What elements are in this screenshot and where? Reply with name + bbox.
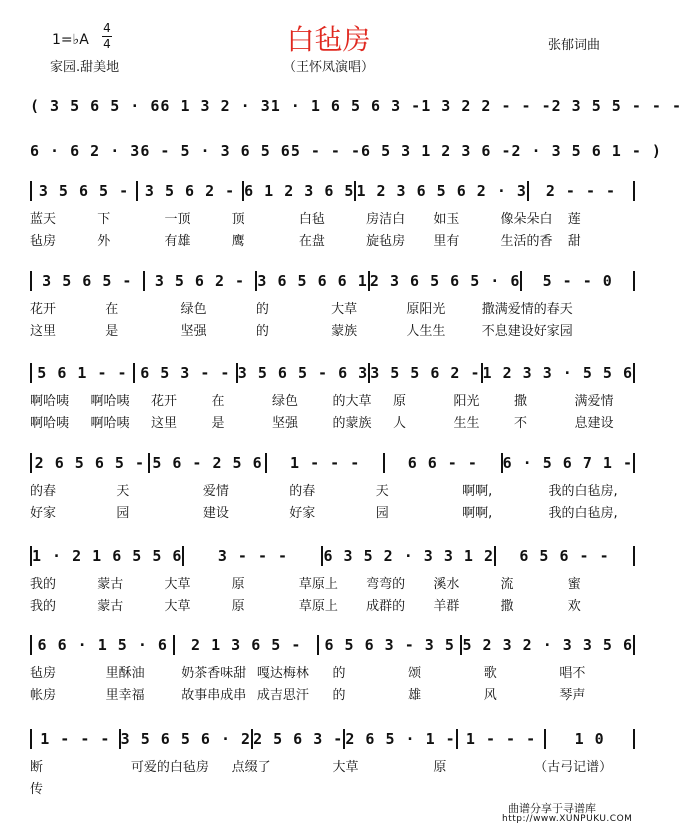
measure: 6 5 6 - - [519,547,610,565]
lyric-word: 息建设 [574,416,614,431]
measure: 3 5 6 5 - [42,272,133,290]
lyric-word: 下 [97,212,111,227]
measure: 3 - - - [217,547,289,565]
lyric-word: 的 [332,688,346,703]
lyric-line [30,780,635,800]
lyric-word: 点缀了 [231,760,271,775]
lyric-word: 爱情 [202,484,229,499]
lyric-word: 撒满爱情的春 [481,302,560,317]
measure: 5 6 1 - - [37,364,128,382]
lyric-word: 生生 [453,416,480,431]
lyric-word: 啊啊, [462,484,493,499]
time-top: 4 [103,21,111,35]
time-signature [102,22,112,51]
measure: 6 5 3 1 2 3 6 - [361,142,512,160]
lyric-word: 啊哈咦 [30,394,70,409]
singer-credit: （王怀凤演唱） [282,60,374,75]
lyric-word: 撒 [500,599,514,614]
notation-row [30,362,635,384]
lyric-word: 甜 [567,234,581,249]
lyric-word: 成群的 [366,599,406,614]
lyric-word: 顶 [231,212,245,227]
lyric-word: 旋毡房 [366,234,406,249]
lyric-word: 我的 [30,599,57,614]
lyric-word: 原 [231,599,245,614]
lyric-word: 人 [393,416,407,431]
lyric-word: 园 [559,324,573,339]
lyric-word: 啊哈咦 [90,416,130,431]
notation-row [30,140,662,162]
lyric-word: 草原上 [298,577,338,592]
lyric-word: 撒 [514,394,528,409]
lyric-word: 白毡 [298,212,325,227]
lyric-word: 雄 [408,688,422,703]
lyric-word: 在 [105,302,119,317]
lyric-word: 天 [559,302,573,317]
measure: 6 5 6 3 - 3 5 [324,636,455,654]
lyric-word: 风 [483,688,497,703]
style-marking: 家园.甜美地 [50,60,120,75]
measure: 2 1 3 6 5 - [191,636,302,654]
measure: 3 5 6 2 - [154,272,246,290]
lyric-word: 里有 [433,234,460,249]
lyric-word: 毡房 [30,666,57,681]
lyric-word: 草原上 [298,599,338,614]
lyric-word: 蜜 [567,577,581,592]
lyric-word: 天 [116,484,130,499]
lyric-word: 的春 [30,484,57,499]
lyric-line [30,482,635,502]
notation-row [30,634,635,656]
lyric-word: 不 [514,416,528,431]
lyric-line [30,322,635,342]
footer-text: 曲谱分享于寻谱库 [508,802,596,815]
barline [633,453,635,473]
measure: 1 2 3 3 · 5 5 6 [482,364,633,382]
lyric-word: 毡房 [30,234,57,249]
barline [633,271,635,291]
measure: 5 2 3 2 · 3 3 5 6 [462,636,633,654]
lyric-word: 大草 [331,302,358,317]
lyric-word: 的春 [289,484,316,499]
measure: 3 5 6 2 - [144,182,236,200]
measure: 1 - - - [290,454,361,472]
notation-row [30,728,635,750]
lyric-word: 蓝天 [30,212,57,227]
lyric-word: 花开 [30,302,57,317]
time-bottom: 4 [103,37,111,51]
lyric-line [30,232,635,252]
lyric-word: 的蒙族 [332,416,372,431]
lyric-word: 原 [433,760,447,775]
key-signature: 1=♭A [52,32,89,48]
measure: 2 - - - [545,182,617,200]
lyric-word: 房洁白 [366,212,406,227]
measure: 1 0 [574,730,605,748]
lyric-word: 绿色 [180,302,207,317]
lyric-word: 大草 [164,599,191,614]
measure: 1 2 3 6 5 6 2 · 3 [356,182,527,200]
notation-row [30,452,635,474]
measure: 3 5 6 5 - 6 3 [237,364,369,382]
lyric-word: 我的白毡房, [548,484,618,499]
lyric-word: 里幸福 [105,688,145,703]
measure: 5 - - - [290,142,362,160]
lyric-word: 弯弯的 [366,577,406,592]
barline [633,635,635,655]
lyric-word: 园 [116,506,130,521]
measure: 6 6 - - [407,454,478,472]
lyric-word: 有雄 [164,234,191,249]
barline [633,181,635,201]
lyric-word: 生活的香 [500,234,553,249]
notation-row [30,545,635,567]
measure: ( 3 5 6 5 · 6 [30,97,161,115]
lyric-word: 的 [332,666,346,681]
lyric-word: 在 [211,394,225,409]
lyric-word: 建设 [202,506,229,521]
measure: 1 · 1 6 5 6 3 - [270,97,422,115]
lyric-word: 颂 [408,666,422,681]
measure: 3 6 5 6 6 1 [257,272,368,290]
footer-url: http://www.XUNPUKU.COM [502,814,633,824]
lyric-line [30,392,635,412]
lyric-word: 啊啊, [462,506,493,521]
song-title: 白毡房 [286,23,371,56]
lyric-line [30,300,635,320]
lyric-line [30,575,635,595]
lyric-word: 羊群 [433,599,460,614]
measure: 3 5 6 5 - [38,182,130,200]
measure: 6 5 3 - - [140,364,231,382]
lyric-word: 是 [105,324,119,339]
measure: 1 - - - [465,730,537,748]
lyric-line [30,758,635,778]
lyric-word: 蒙族 [331,324,358,339]
lyric-word: 原 [393,394,407,409]
lyric-word: 唱不 [559,666,586,681]
lyric-word: 传 [30,782,44,797]
notation-row [30,270,635,292]
lyric-word: 好家 [30,506,57,521]
measure: 3 5 6 5 6 · 2 [120,730,252,748]
measure: 2 5 6 3 - [253,730,344,748]
lyric-word: （古弓记谱） [534,760,613,775]
lyric-line [30,210,635,230]
notation-row [30,180,635,202]
measure: 1 3 2 2 - - - [421,97,552,115]
lyric-word: 琴声 [559,688,586,703]
lyric-word: 一顶 [164,212,191,227]
lyric-word: 帐房 [30,688,57,703]
lyric-word: 嘎达梅林 [256,666,309,681]
lyric-word: 欢 [567,599,581,614]
lyric-word: 大草 [164,577,191,592]
lyric-word: 像朵朵白 [500,212,553,227]
lyric-word: 的 [255,324,269,339]
lyric-word: 人生生 [406,324,446,339]
measure: 6 · 6 2 · 3 [30,142,141,160]
lyric-word: 坚强 [180,324,207,339]
lyric-word: 园 [375,506,389,521]
lyric-word: 在盘 [298,234,325,249]
lyric-word: 成吉思汗 [256,688,309,703]
lyric-word: 花开 [151,394,178,409]
measure: 6 1 3 2 · 3 [160,97,271,115]
lyric-word: 啊哈咦 [30,416,70,431]
lyric-word: 可爱的白毡房 [130,760,209,775]
lyric-word: 我的白毡房, [548,506,618,521]
lyric-line [30,414,635,434]
lyric-word: 里酥油 [105,666,145,681]
notation-row [30,95,682,117]
lyric-word: 流 [500,577,514,592]
measure: 2 6 5 6 5 - [34,454,145,472]
measure: 1 · 2 1 6 5 5 6 [32,547,183,565]
measure: 6 3 5 2 · 3 3 1 2 [323,547,494,565]
lyric-word: 鹰 [231,234,245,249]
lyric-word: 原 [231,577,245,592]
lyric-word: 莲 [567,212,581,227]
lyric-word: 的大草 [332,394,372,409]
measure: 1 - - - [40,730,111,748]
lyric-line [30,504,635,524]
lyric-word: 天 [375,484,389,499]
lyric-word: 溪水 [433,577,460,592]
lyric-word: 奶茶香味甜 [181,666,247,681]
measure: 6 · 5 6 7 1 - [502,454,634,472]
lyric-word: 的 [255,302,269,317]
lyric-word: 坚强 [272,416,299,431]
measure: 6 6 · 1 5 · 6 [37,636,168,654]
lyric-word: 这里 [30,324,57,339]
measure: 2 3 6 5 6 5 · 6 [369,272,521,290]
lyric-word: 是 [211,416,225,431]
lyric-word: 好家 [289,506,316,521]
lyric-word: 歌 [483,666,497,681]
lyric-word: 我的 [30,577,57,592]
measure: 2 3 5 5 - - - [551,97,682,115]
lyric-word: 蒙古 [97,577,124,592]
lyric-word: 不息建设好家 [481,324,560,339]
measure: 6 - 5 · 3 6 5 6 [140,142,291,160]
measure: 2 6 5 · 1 - [345,730,456,748]
measure: 5 6 - 2 5 6 [152,454,263,472]
lyric-line [30,664,635,684]
lyric-line [30,597,635,617]
lyric-word: 满爱情 [574,394,614,409]
lyric-word: 断 [30,760,44,775]
lyric-word: 这里 [151,416,178,431]
barline [633,363,635,383]
lyric-word: 绿色 [272,394,299,409]
measure: 6 1 2 3 6 5 [244,182,355,200]
measure: 2 · 3 5 6 1 - ) [511,142,662,160]
lyric-word: 原阳光 [406,302,446,317]
barline [633,546,635,566]
lyric-word: 故事串成串 [181,688,247,703]
lyric-word: 外 [97,234,111,249]
measure: 3 5 5 6 2 - [370,364,481,382]
lyric-word: 如玉 [433,212,460,227]
barline [633,729,635,749]
composer-credit: 张郁词曲 [548,38,601,53]
measure: 5 - - 0 [542,272,613,290]
lyric-word: 啊哈咦 [90,394,130,409]
lyric-word: 大草 [332,760,359,775]
lyric-line [30,686,635,706]
lyric-word: 蒙古 [97,599,124,614]
lyric-word: 阳光 [453,394,480,409]
